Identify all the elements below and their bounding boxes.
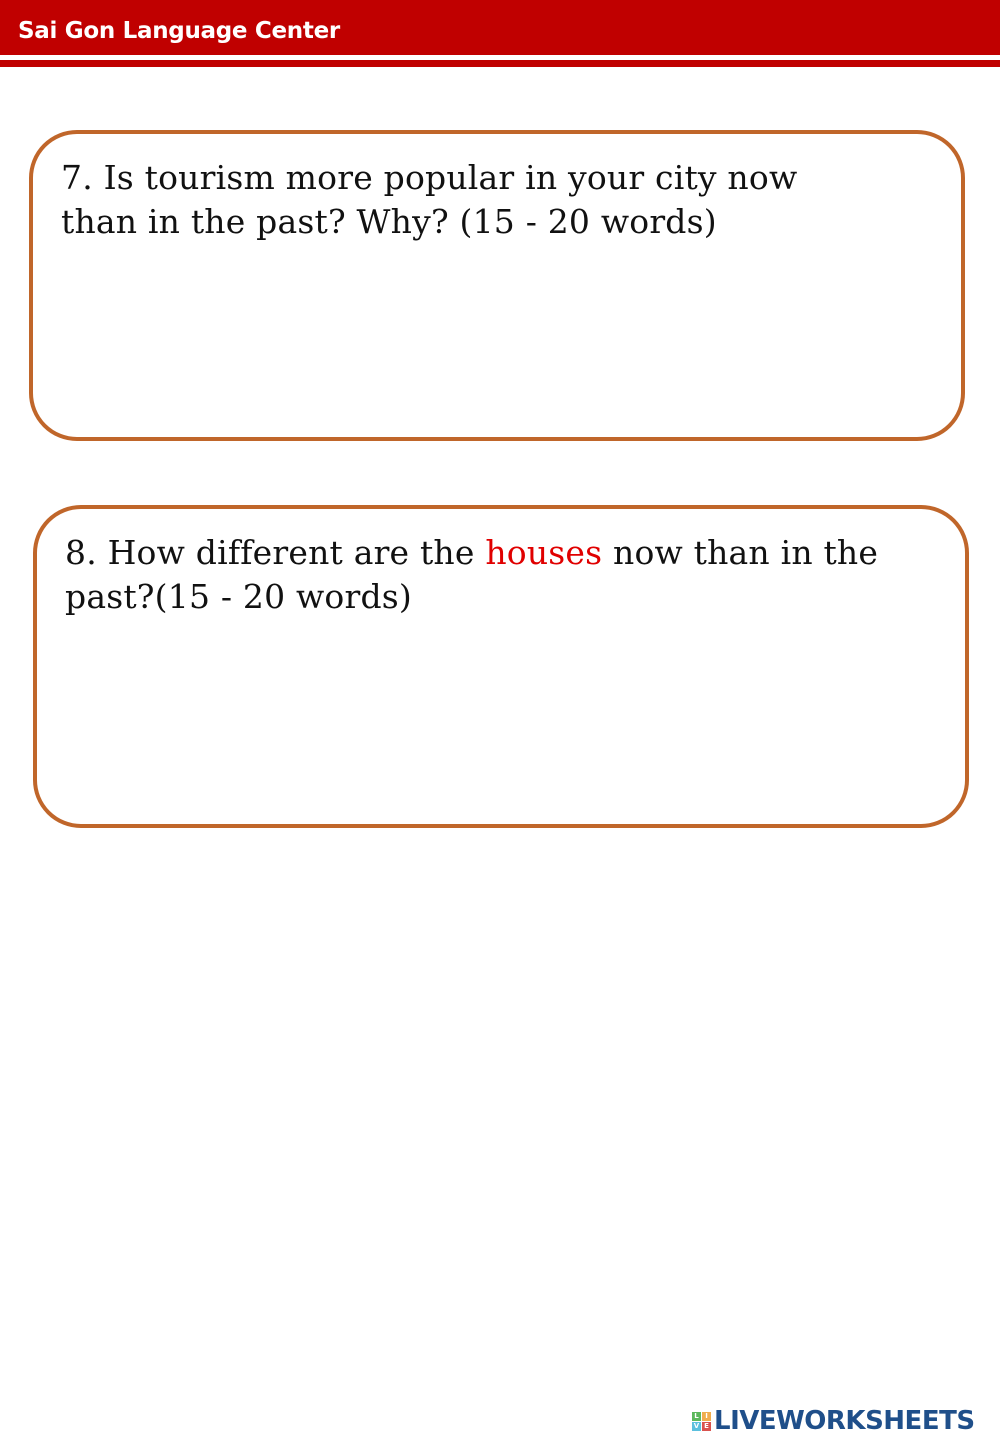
question-7-line-1: 7. Is tourism more popular in your city now	[61, 158, 798, 197]
question-8-text	[65, 531, 878, 619]
logo-cell-l: L	[692, 1412, 701, 1421]
question-8-highlight-word: houses	[485, 533, 603, 572]
question-8-line-1-end: now than in the	[602, 533, 879, 572]
question-8-box	[33, 505, 969, 828]
question-8-line-2: past?(15 - 20 words)	[65, 577, 412, 616]
question-7-line-2: than in the past? Why? (15 - 20 words)	[61, 202, 717, 241]
logo-cell-i: I	[702, 1412, 711, 1421]
header-title: Sai Gon Language Center	[18, 18, 340, 44]
liveworksheets-logo-icon	[692, 1412, 711, 1431]
logo-cell-v: V	[693, 1421, 700, 1430]
liveworksheets-logo	[692, 1403, 975, 1439]
question-7-answer-area[interactable]	[61, 287, 933, 407]
question-8-line-1	[65, 531, 878, 575]
logo-cell-e: E	[702, 1422, 711, 1431]
question-7-text	[61, 156, 797, 244]
question-8-answer-area[interactable]	[65, 674, 937, 794]
question-7-box	[29, 130, 965, 441]
liveworksheets-logo-text: LIVEWORKSHEETS	[714, 1406, 975, 1436]
question-8-line-1-start: 8. How different are the	[65, 533, 486, 572]
header-bar	[0, 0, 1000, 55]
header-underline	[0, 60, 1000, 67]
